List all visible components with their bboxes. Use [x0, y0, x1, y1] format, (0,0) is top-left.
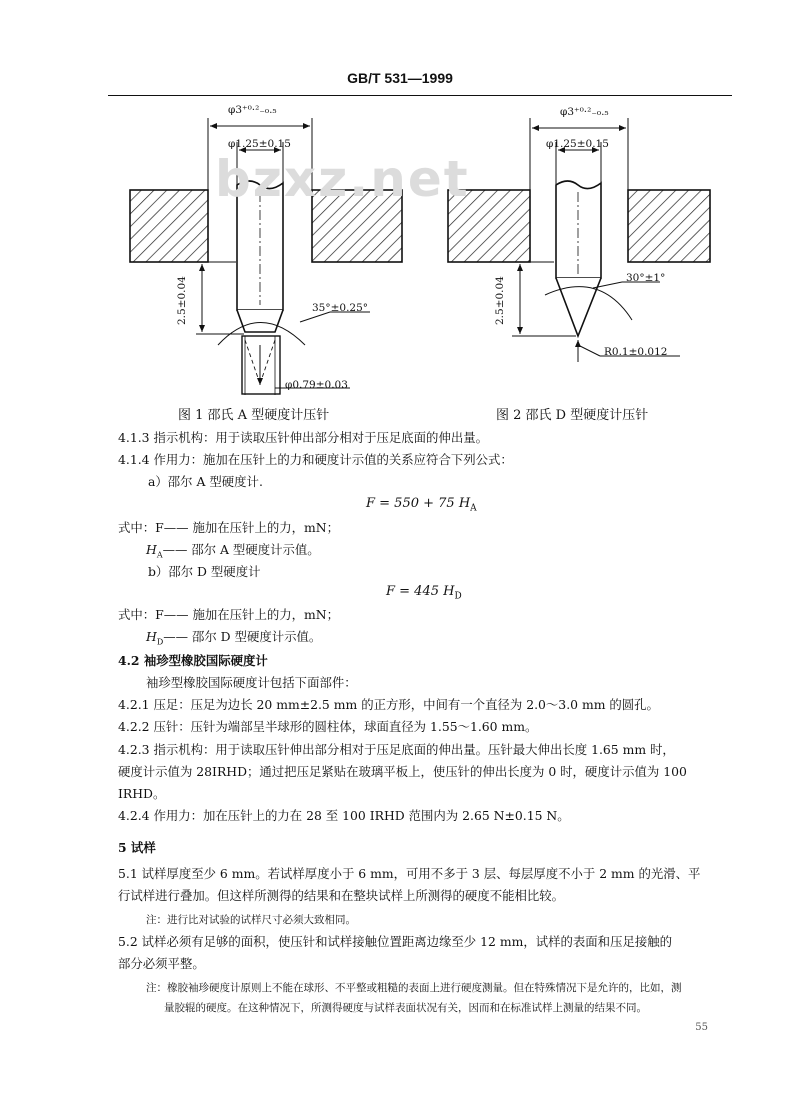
clause-4-2-4: 4.2.4 作用力：加在压针上的力在 28 至 100 IRHD 范围内为 2.65 N±0.15 N。 — [118, 808, 570, 823]
section-4-2: 4.2 袖珍型橡胶国际硬度计 — [118, 653, 268, 668]
figures-svg — [0, 0, 800, 420]
item-b-label: b）邵尔 D 型硬度计 — [148, 564, 261, 579]
fig1-dim-height: 2.5±0.04 — [176, 276, 188, 325]
fig2-dim-top: φ3⁺⁰·²₋₀.₅ — [560, 106, 609, 118]
fig2-dim-pin: φ1.25±0.15 — [546, 138, 609, 150]
clause-4-2-2: 4.2.2 压针：压针为端部呈半球形的圆柱体，球面直径为 1.55～1.60 mm。 — [118, 719, 538, 734]
watermark: bzxz.net — [215, 150, 470, 208]
where-b-h: $H_D——$ 邵尔 D 型硬度计示值。 — [146, 629, 322, 647]
clause-4-2-3-line3: IRHD。 — [118, 786, 166, 801]
fig2-dim-angle: 30°±1° — [626, 272, 666, 284]
clause-4-1-3: 4.1.3 指示机构：用于读取压针伸出部分相对于压足底面的伸出量。 — [118, 430, 489, 445]
clause-4-2-3-line2: 硬度计示值为 28IRHD；通过把压足紧贴在玻璃平板上，使压针的伸出长度为 0 时，硬度计示值为 100 — [118, 764, 687, 779]
section-5: 5 试样 — [118, 840, 156, 855]
fig1-caption: 图 1 邵氏 A 型硬度计压针 — [178, 408, 330, 423]
fig2-dim-radius: R0.1±0.012 — [604, 346, 668, 358]
page-number: 55 — [695, 1022, 708, 1033]
note-2-line1: 注：橡胶袖珍硬度计原则上不能在球形、不平整或粗糙的表面上进行硬度测量。但在特殊情况下是允许的，比如，测 — [146, 982, 682, 994]
item-a-label: a）邵尔 A 型硬度计. — [148, 474, 263, 489]
where-b-f: 式中：F—— 施加在压针上的力，mN； — [118, 607, 339, 622]
formula-b: F = 445 $H_D$ — [386, 584, 462, 602]
clause-4-2-intro: 袖珍型橡胶国际硬度计包括下面部件： — [146, 675, 357, 690]
clause-4-1-4: 4.1.4 作用力：施加在压针上的力和硬度计示值的关系应符合下列公式： — [118, 452, 513, 467]
formula-a: F = 550 + 75 $H_A$ — [366, 496, 477, 514]
clause-5-2-line2: 部分必须平整。 — [118, 956, 205, 971]
fig2-caption: 图 2 邵氏 D 型硬度计压针 — [496, 408, 649, 423]
note-1: 注：进行比对试验的试样尺寸必须大致相同。 — [146, 914, 356, 926]
note-2-line2: 量胶辊的硬度。在这种情况下，所测得硬度与试样表面状况有关，因而和在标准试样上测量的结果不同。 — [164, 1002, 647, 1014]
fig2-dim-height: 2.5±0.04 — [494, 276, 506, 325]
fig1-dim-pin: φ1.25±0.15 — [228, 138, 291, 150]
fig1-dim-tip: φ0.79±0.03 — [285, 379, 348, 391]
fig1-dim-angle: 35°±0.25° — [312, 302, 369, 314]
clause-4-2-1: 4.2.1 压足：压足为边长 20 mm±2.5 mm 的正方形，中间有一个直径为 2.0～3.0 mm 的圆孔。 — [118, 697, 659, 712]
fig2-block-right — [628, 190, 710, 262]
clause-5-1-line2: 行试样进行叠加。但这样所测得的结果和在整块试样上所测得的硬度不能相比较。 — [118, 888, 565, 903]
where-a-f: 式中：F—— 施加在压针上的力，mN； — [118, 520, 339, 535]
clause-5-2-line1: 5.2 试样必须有足够的面积，使压针和试样接触位置距离边缘至少 12 mm，试样的表面和压足接触的 — [118, 934, 673, 949]
where-a-h: $H_A——$ 邵尔 A 型硬度计示值。 — [146, 542, 320, 560]
figure-2 — [448, 118, 710, 362]
clause-4-2-3-line1: 4.2.3 指示机构：用于读取压针伸出部分相对于压足底面的伸出量。压针最大伸出长度 1.65 mm 时， — [118, 742, 675, 757]
fig1-block-left — [130, 190, 208, 262]
clause-5-1-line1: 5.1 试样厚度至少 6 mm。若试样厚度小于 6 mm，可用不多于 3 层、每层厚度不小于 2 mm 的光滑、平 — [118, 866, 701, 881]
fig1-dim-top: φ3⁺⁰·²₋₀.₅ — [228, 104, 277, 116]
standard-header: GB/T 531—1999 — [347, 70, 453, 86]
